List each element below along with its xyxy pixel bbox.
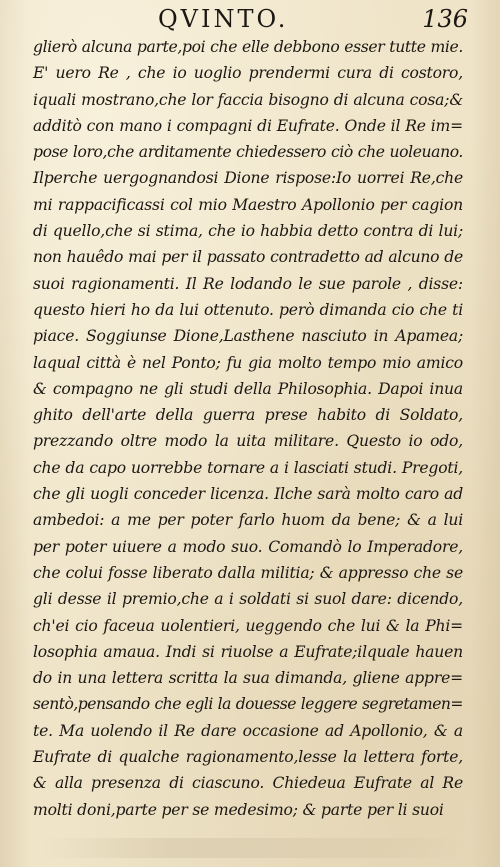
running-head: QVINTO. bbox=[158, 5, 289, 33]
page-header bbox=[40, 4, 470, 34]
text-line: ghito dell'arte della guerra prese habito di Soldato, bbox=[33, 406, 463, 425]
text-line: pose loro,che arditamente chiedessero ciò che uoleuano. bbox=[33, 143, 463, 162]
body-text bbox=[33, 34, 463, 823]
text-line: E' uero Re , che io uoglio prendermi cura di costoro, bbox=[33, 64, 463, 83]
text-line: gli desse il premio,che a i soldati si suol dare: dicendo, bbox=[33, 590, 463, 609]
text-line: che da capo uorrebbe tornare a i lasciati studi. Pregoti, bbox=[33, 458, 463, 477]
text-line: prezzando oltre modo la uita militare. Questo io odo, bbox=[33, 432, 463, 451]
text-line: losophia amaua. Indi si riuolse a Eufrate;ilquale hauen bbox=[33, 642, 463, 661]
text-line: non hauêdo mai per il passato contradetto ad alcuno de bbox=[33, 248, 463, 267]
text-line: ambedoi: a me per poter farlo huom da bene; & a lui bbox=[33, 511, 463, 530]
text-line: mi rappacificassi col mio Maestro Apollonio per cagion bbox=[33, 195, 463, 214]
text-line: sentò,pensando che egli la douesse leggere segretamen= bbox=[33, 695, 463, 714]
text-line: questo hieri ho da lui ottenuto. però dimanda cio che ti bbox=[33, 300, 463, 319]
text-line: molti doni,parte per se medesimo; & parte per li suoi bbox=[33, 800, 444, 819]
text-line: che gli uogli conceder licenza. Ilche sarà molto caro ad bbox=[33, 485, 463, 504]
text-line: Ilperche uergognandosi Dione rispose:Io uorrei Re,che bbox=[33, 169, 463, 188]
text-line: iquali mostrano,che lor faccia bisogno di alcuna cosa;& bbox=[33, 90, 463, 109]
text-line: per poter uiuere a modo suo. Comandò lo Imperadore, bbox=[33, 537, 463, 556]
show-through-shadow bbox=[40, 838, 470, 858]
text-line: suoi ragionamenti. Il Re lodando le sue parole , disse: bbox=[33, 274, 463, 293]
text-line: che colui fosse liberato dalla militia; & appresso che se bbox=[33, 563, 463, 582]
text-line: glierò alcuna parte,poi che elle debbono esser tutte mie. bbox=[33, 38, 463, 56]
text-line: ch'ei cio faceua uolentieri, ueggendo che lui & la Phi= bbox=[33, 616, 463, 635]
text-line: laqual città è nel Ponto; fu gia molto tempo mio amico bbox=[33, 353, 463, 372]
text-line: piace. Soggiunse Dione,Lasthene nasciuto in Apamea; bbox=[33, 327, 463, 346]
text-line: di quello,che si stima, che io habbia detto contra di lui; bbox=[33, 222, 463, 241]
text-line: te. Ma uolendo il Re dare occasione ad Apollonio, & a bbox=[33, 721, 463, 740]
text-line: Eufrate di qualche ragionamento,lesse la lettera forte, bbox=[33, 748, 463, 767]
text-line: & compagno ne gli studi della Philosophia. Dapoi inua bbox=[33, 379, 463, 398]
text-line: do in una lettera scritta la sua dimanda, gliene appre= bbox=[33, 669, 463, 688]
text-line: additò con mano i compagni di Eufrate. Onde il Re im= bbox=[33, 116, 463, 135]
page-number: 136 bbox=[422, 5, 468, 33]
text-line: & alla presenza di ciascuno. Chiedeua Eufrate al Re bbox=[33, 774, 463, 793]
